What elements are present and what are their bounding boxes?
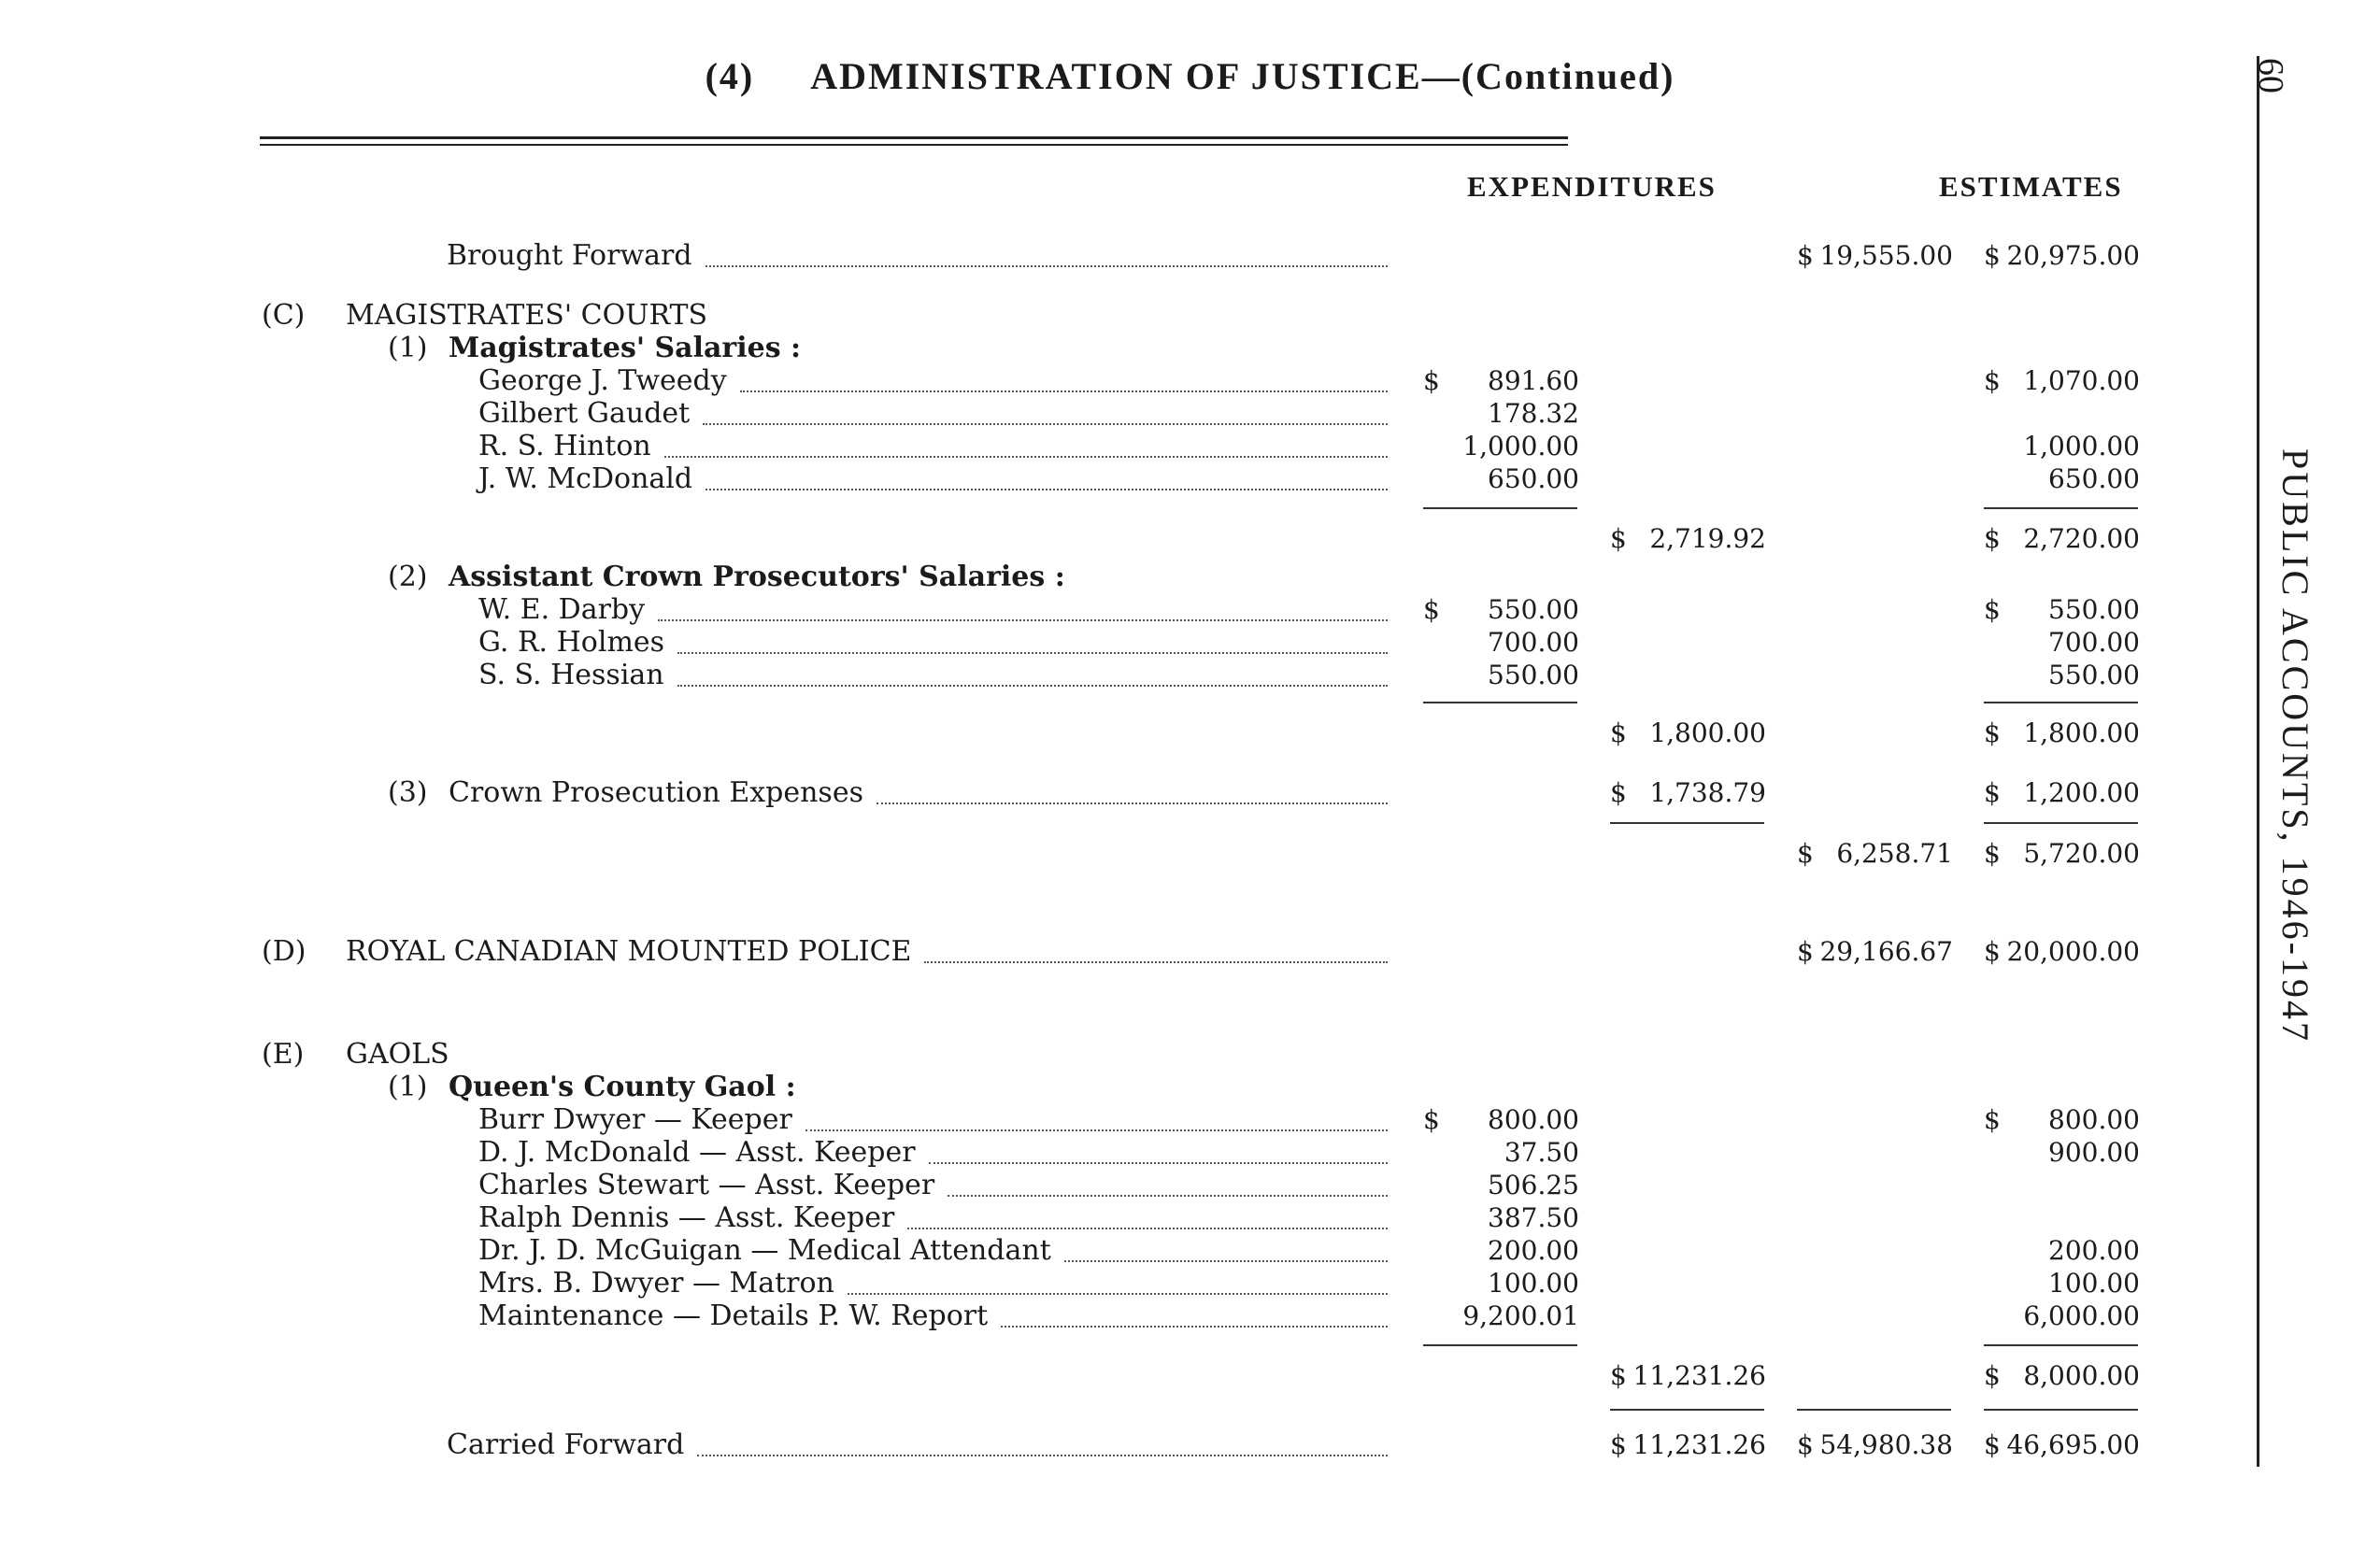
dollar-sign: $ xyxy=(1984,1429,2001,1460)
leader-dots xyxy=(929,1162,1388,1164)
amount-c1 xyxy=(1423,362,1579,400)
table-row xyxy=(0,1134,2243,1172)
section-title: ADMINISTRATION OF JUSTICE—(Continued) xyxy=(810,55,1675,97)
dollar-sign: $ xyxy=(1610,777,1627,808)
row-prefix: (1) xyxy=(388,332,428,364)
row-label: S. S. Hessian xyxy=(478,659,664,691)
dollar-sign: $ xyxy=(1984,777,2001,808)
amount-value: 1,000.00 xyxy=(2023,431,2140,462)
total-rule xyxy=(1797,1409,1951,1411)
amount-c2 xyxy=(1610,520,1766,558)
table-row xyxy=(0,933,2243,971)
amount-c1 xyxy=(1423,624,1579,661)
amount-value: 11,231.26 xyxy=(1632,1429,1766,1460)
table-row xyxy=(0,395,2243,433)
leader-dots xyxy=(1001,1326,1388,1328)
amount-c4 xyxy=(1984,657,2140,694)
dollar-sign: $ xyxy=(1984,1360,2001,1391)
row-label: Crown Prosecution Expenses xyxy=(449,776,863,809)
subtotal-rule xyxy=(1984,702,2138,703)
leader-dots xyxy=(948,1195,1388,1197)
amount-c4 xyxy=(1984,1357,2140,1395)
table-row xyxy=(0,362,2243,400)
leader-dots xyxy=(876,802,1388,804)
row-label: G. R. Holmes xyxy=(478,626,665,659)
dollar-sign: $ xyxy=(1610,523,1627,554)
dollar-sign: $ xyxy=(1610,1429,1627,1460)
row-label: Ralph Dennis — Asst. Keeper xyxy=(478,1201,895,1234)
row-label: Charles Stewart — Asst. Keeper xyxy=(478,1169,935,1201)
amount-value: 5,720.00 xyxy=(2023,838,2140,869)
amount-value: 900.00 xyxy=(2048,1137,2140,1168)
row-label: R. S. Hinton xyxy=(478,430,651,462)
total-rule xyxy=(1984,1409,2138,1411)
dollar-sign: $ xyxy=(1984,365,2001,396)
row-label: Assistant Crown Prosecutors' Salaries : xyxy=(449,561,1065,593)
page-title xyxy=(0,54,2380,98)
amount-value: 6,258.71 xyxy=(1836,838,1953,869)
table-row xyxy=(0,1427,2243,1464)
amount-value: 1,200.00 xyxy=(2023,777,2140,808)
row-label: Mrs. B. Dwyer — Matron xyxy=(478,1267,834,1299)
amount-c4 xyxy=(1984,715,2140,752)
amount-value: 550.00 xyxy=(1488,660,1579,690)
dollar-sign: $ xyxy=(1423,1104,1440,1135)
amount-c4 xyxy=(1984,520,2140,558)
row-label: Dr. J. D. McGuigan — Medical Attendant xyxy=(478,1234,1051,1267)
amount-c1 xyxy=(1423,461,1579,498)
leader-dots xyxy=(1064,1260,1388,1262)
amount-c4 xyxy=(1984,1298,2140,1335)
amount-value: 46,695.00 xyxy=(2006,1429,2140,1460)
amount-value: 20,975.00 xyxy=(2006,240,2140,271)
amount-value: 100.00 xyxy=(1488,1268,1579,1299)
amount-value: 200.00 xyxy=(2048,1235,2140,1266)
page-number: 60 xyxy=(2251,58,2290,93)
leader-dots xyxy=(705,489,1388,490)
amount-value: 100.00 xyxy=(2048,1268,2140,1299)
table-row xyxy=(0,559,2243,596)
amount-c4 xyxy=(1984,428,2140,465)
table-row xyxy=(0,591,2243,629)
amount-value: 9,200.01 xyxy=(1462,1300,1579,1331)
table-row xyxy=(0,1101,2243,1139)
margin-rule xyxy=(2257,56,2259,1467)
amount-c1 xyxy=(1423,395,1579,433)
amount-value: 800.00 xyxy=(2048,1104,2140,1135)
dollar-sign: $ xyxy=(1984,240,2001,271)
dollar-sign: $ xyxy=(1797,1429,1814,1460)
table-row xyxy=(0,1069,2243,1106)
amount-c4 xyxy=(1984,1101,2140,1139)
row-prefix: (1) xyxy=(388,1071,428,1103)
header-rule-bottom xyxy=(260,144,1568,146)
amount-value: 700.00 xyxy=(1488,627,1579,658)
subtotal-rule xyxy=(1423,1344,1577,1346)
table-row xyxy=(0,1167,2243,1204)
dollar-sign: $ xyxy=(1423,594,1440,625)
amount-c2 xyxy=(1610,715,1766,752)
amount-value: 1,800.00 xyxy=(1649,717,1766,748)
amount-c4 xyxy=(1984,1134,2140,1172)
row-label: Magistrates' Salaries : xyxy=(449,332,802,364)
row-label: Carried Forward xyxy=(447,1428,685,1461)
leader-dots xyxy=(705,265,1388,267)
table-row xyxy=(0,657,2243,694)
table-row xyxy=(0,297,2243,334)
row-prefix: (2) xyxy=(388,561,428,593)
dollar-sign: $ xyxy=(1984,523,2001,554)
dollar-sign: $ xyxy=(1984,1104,2001,1135)
table-row xyxy=(0,428,2243,465)
dollar-sign: $ xyxy=(1797,240,1814,271)
table-row xyxy=(0,237,2243,275)
amount-c4 xyxy=(1984,461,2140,498)
table-row xyxy=(0,1036,2243,1073)
table-row xyxy=(0,1265,2243,1302)
table-row xyxy=(0,624,2243,661)
amount-value: 37.50 xyxy=(1504,1137,1579,1168)
total-rule xyxy=(1610,1409,1764,1411)
leader-dots xyxy=(677,685,1388,687)
amount-value: 29,166.67 xyxy=(1819,936,1953,967)
amount-c4 xyxy=(1984,624,2140,661)
amount-value: 2,719.92 xyxy=(1649,523,1766,554)
row-label: ROYAL CANADIAN MOUNTED POLICE xyxy=(346,935,912,968)
dollar-sign: $ xyxy=(1610,717,1627,748)
dollar-sign: $ xyxy=(1984,838,2001,869)
table-row xyxy=(0,461,2243,498)
amount-c3 xyxy=(1797,933,1953,971)
amount-value: 2,720.00 xyxy=(2023,523,2140,554)
amount-value: 506.25 xyxy=(1488,1170,1579,1200)
amount-c4 xyxy=(1984,933,2140,971)
amount-c1 xyxy=(1423,1265,1579,1302)
table-row xyxy=(0,520,2243,558)
row-label: J. W. McDonald xyxy=(478,462,693,495)
amount-c1 xyxy=(1423,1134,1579,1172)
amount-value: 20,000.00 xyxy=(2006,936,2140,967)
subtotal-rule xyxy=(1610,822,1764,824)
dollar-sign: $ xyxy=(1984,717,2001,748)
subtotal-rule xyxy=(1984,822,2138,824)
row-label: W. E. Darby xyxy=(478,593,646,626)
row-label: Queen's County Gaol : xyxy=(449,1071,796,1103)
table-row xyxy=(0,1298,2243,1335)
row-label: Brought Forward xyxy=(447,239,692,272)
table-row xyxy=(0,1357,2243,1395)
amount-value: 200.00 xyxy=(1488,1235,1579,1266)
subtotal-rule xyxy=(1984,507,2138,509)
amount-c4 xyxy=(1984,835,2140,873)
amount-value: 550.00 xyxy=(2048,660,2140,690)
leader-dots xyxy=(848,1293,1388,1295)
amount-value: 6,000.00 xyxy=(2023,1300,2140,1331)
dollar-sign: $ xyxy=(1797,838,1814,869)
amount-value: 700.00 xyxy=(2048,627,2140,658)
amount-c1 xyxy=(1423,657,1579,694)
leader-dots xyxy=(740,391,1388,392)
amount-c1 xyxy=(1423,428,1579,465)
row-prefix: (3) xyxy=(388,776,428,809)
table-row xyxy=(0,1200,2243,1237)
dollar-sign: $ xyxy=(1984,594,2001,625)
amount-c4 xyxy=(1984,1232,2140,1270)
amount-value: 8,000.00 xyxy=(2023,1360,2140,1391)
side-title: PUBLIC ACCOUNTS, 1946-1947 xyxy=(2274,448,2316,1044)
amount-value: 1,070.00 xyxy=(2023,365,2140,396)
estimates-heading: ESTIMATES xyxy=(1939,170,2123,203)
row-label: Maintenance — Details P. W. Report xyxy=(478,1299,989,1332)
amount-value: 1,800.00 xyxy=(2023,717,2140,748)
amount-c2 xyxy=(1610,1357,1766,1395)
dollar-sign: $ xyxy=(1610,1360,1627,1391)
amount-c4 xyxy=(1984,591,2140,629)
amount-value: 387.50 xyxy=(1488,1202,1579,1233)
leader-dots xyxy=(805,1129,1388,1131)
amount-c1 xyxy=(1423,591,1579,629)
row-label: Burr Dwyer — Keeper xyxy=(478,1103,792,1136)
amount-c1 xyxy=(1423,1200,1579,1237)
table-row xyxy=(0,1232,2243,1270)
amount-value: 1,000.00 xyxy=(1462,431,1579,462)
amount-c3 xyxy=(1797,835,1953,873)
amount-c3 xyxy=(1797,1427,1953,1464)
amount-c4 xyxy=(1984,237,2140,275)
amount-value: 650.00 xyxy=(1488,463,1579,494)
table-row xyxy=(0,330,2243,367)
section-number: (4) xyxy=(705,55,755,97)
amount-value: 11,231.26 xyxy=(1632,1360,1766,1391)
leader-dots xyxy=(907,1228,1388,1229)
dollar-sign: $ xyxy=(1797,936,1814,967)
row-prefix: (D) xyxy=(262,935,306,968)
amount-c1 xyxy=(1423,1232,1579,1270)
row-label: Gilbert Gaudet xyxy=(478,397,691,430)
amount-c4 xyxy=(1984,774,2140,812)
leader-dots xyxy=(697,1455,1388,1456)
amount-value: 178.32 xyxy=(1488,398,1579,429)
subtotal-rule xyxy=(1423,702,1577,703)
amount-value: 550.00 xyxy=(1488,594,1579,625)
row-prefix: (C) xyxy=(262,299,306,332)
subtotal-rule xyxy=(1984,1344,2138,1346)
amount-value: 19,555.00 xyxy=(1819,240,1953,271)
row-label: GAOLS xyxy=(346,1038,449,1071)
row-label: George J. Tweedy xyxy=(478,364,727,397)
leader-dots xyxy=(703,423,1388,425)
amount-c3 xyxy=(1797,237,1953,275)
dollar-sign: $ xyxy=(1984,936,2001,967)
table-row xyxy=(0,774,2243,812)
leader-dots xyxy=(658,619,1388,621)
amount-value: 550.00 xyxy=(2048,594,2140,625)
amount-value: 800.00 xyxy=(1488,1104,1579,1135)
expenditures-heading: EXPENDITURES xyxy=(1467,170,1717,203)
header-rule-top xyxy=(260,136,1568,139)
amount-value: 650.00 xyxy=(2048,463,2140,494)
amount-c2 xyxy=(1610,1427,1766,1464)
amount-c4 xyxy=(1984,362,2140,400)
amount-c2 xyxy=(1610,774,1766,812)
amount-c1 xyxy=(1423,1101,1579,1139)
amount-value: 54,980.38 xyxy=(1819,1429,1953,1460)
row-label: D. J. McDonald — Asst. Keeper xyxy=(478,1136,916,1169)
amount-value: 891.60 xyxy=(1488,365,1579,396)
amount-c1 xyxy=(1423,1298,1579,1335)
row-label: MAGISTRATES' COURTS xyxy=(346,299,708,332)
leader-dots xyxy=(677,652,1388,654)
leader-dots xyxy=(664,456,1388,458)
amount-c4 xyxy=(1984,1427,2140,1464)
table-row xyxy=(0,715,2243,752)
row-prefix: (E) xyxy=(262,1038,305,1071)
subtotal-rule xyxy=(1423,507,1577,509)
amount-value: 1,738.79 xyxy=(1649,777,1766,808)
table-row xyxy=(0,835,2243,873)
amount-c4 xyxy=(1984,1265,2140,1302)
leader-dots xyxy=(924,961,1388,963)
amount-c1 xyxy=(1423,1167,1579,1204)
dollar-sign: $ xyxy=(1423,365,1440,396)
